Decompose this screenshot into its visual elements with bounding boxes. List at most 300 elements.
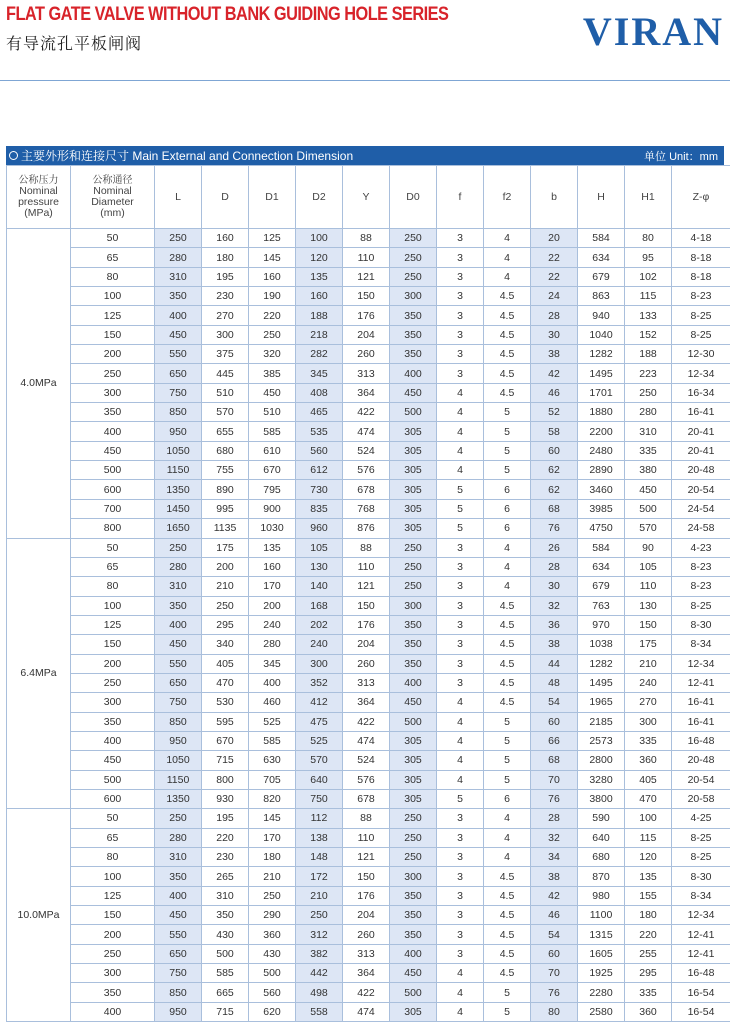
table-cell: 16-48 <box>672 731 730 750</box>
table-cell: 5 <box>484 983 531 1002</box>
table-row <box>7 596 730 615</box>
table-cell: 4-23 <box>672 538 730 557</box>
table-cell: 305 <box>390 731 437 750</box>
table-cell: 680 <box>202 441 249 460</box>
table-cell: 5 <box>484 403 531 422</box>
table-cell: 4.5 <box>484 635 531 654</box>
table-row <box>7 287 730 306</box>
table-cell: 24 <box>531 287 578 306</box>
table-cell: 465 <box>296 403 343 422</box>
table-cell: 350 <box>71 403 155 422</box>
table-cell: 180 <box>202 248 249 267</box>
table-cell: 22 <box>531 248 578 267</box>
table-cell: 3 <box>437 557 484 576</box>
table-cell: 4 <box>484 828 531 847</box>
table-cell: 800 <box>71 519 155 538</box>
table-row <box>7 499 730 518</box>
table-cell: 150 <box>343 287 390 306</box>
table-cell: 310 <box>155 577 202 596</box>
table-cell: 3 <box>437 654 484 673</box>
table-cell: 585 <box>249 731 296 750</box>
table-cell: 240 <box>296 635 343 654</box>
table-row <box>7 383 730 402</box>
table-cell: 6 <box>484 499 531 518</box>
table-cell: 960 <box>296 519 343 538</box>
table-row <box>7 731 730 750</box>
table-cell: 210 <box>249 867 296 886</box>
table-cell: 80 <box>625 229 672 248</box>
table-cell: 4.5 <box>484 964 531 983</box>
table-cell: 195 <box>202 809 249 828</box>
table-cell: 1038 <box>578 635 625 654</box>
table-cell: 584 <box>578 229 625 248</box>
table-cell: 1282 <box>578 345 625 364</box>
table-cell: 115 <box>625 287 672 306</box>
table-cell: 678 <box>343 789 390 808</box>
table-cell: 400 <box>155 886 202 905</box>
table-cell: 4 <box>484 267 531 286</box>
table-cell: 32 <box>531 828 578 847</box>
table-cell: 218 <box>296 325 343 344</box>
table-cell: 4.5 <box>484 306 531 325</box>
table-cell: 255 <box>625 944 672 963</box>
table-cell: 670 <box>249 461 296 480</box>
table-cell: 5 <box>437 480 484 499</box>
table-cell: 1050 <box>155 751 202 770</box>
table-cell: 42 <box>531 886 578 905</box>
table-cell: 475 <box>296 712 343 731</box>
table-cell: 700 <box>71 499 155 518</box>
table-cell: 1282 <box>578 654 625 673</box>
table-cell: 4.5 <box>484 867 531 886</box>
table-cell: 58 <box>531 422 578 441</box>
table-cell: 679 <box>578 267 625 286</box>
table-cell: 250 <box>625 383 672 402</box>
table-cell: 95 <box>625 248 672 267</box>
table-cell: 305 <box>390 422 437 441</box>
table-cell: 1701 <box>578 383 625 402</box>
table-cell: 500 <box>202 944 249 963</box>
table-cell: 50 <box>71 229 155 248</box>
table-cell: 470 <box>202 673 249 692</box>
table-cell: 474 <box>343 1002 390 1021</box>
table-cell: 950 <box>155 731 202 750</box>
table-cell: 525 <box>249 712 296 731</box>
table-cell: 2800 <box>578 751 625 770</box>
table-cell: 4.5 <box>484 693 531 712</box>
table-cell: 160 <box>202 229 249 248</box>
table-cell: 5 <box>437 499 484 518</box>
table-cell: 364 <box>343 964 390 983</box>
table-cell: 76 <box>531 519 578 538</box>
table-cell: 32 <box>531 596 578 615</box>
table-cell: 850 <box>155 403 202 422</box>
table-cell: 750 <box>155 964 202 983</box>
table-cell: 870 <box>578 867 625 886</box>
table-cell: 290 <box>249 906 296 925</box>
table-cell: 300 <box>625 712 672 731</box>
table-cell: 190 <box>249 287 296 306</box>
table-cell: 730 <box>296 480 343 499</box>
table-cell: 250 <box>390 229 437 248</box>
table-cell: 160 <box>296 287 343 306</box>
table-cell: 400 <box>71 731 155 750</box>
table-cell: 4 <box>437 731 484 750</box>
table-cell: 265 <box>202 867 249 886</box>
table-cell: 474 <box>343 422 390 441</box>
table-cell: 76 <box>531 789 578 808</box>
table-cell: 500 <box>390 983 437 1002</box>
table-cell: 408 <box>296 383 343 402</box>
table-cell: 1030 <box>249 519 296 538</box>
table-cell: 4 <box>437 712 484 731</box>
table-cell: 980 <box>578 886 625 905</box>
table-cell: 510 <box>202 383 249 402</box>
table-cell: 152 <box>625 325 672 344</box>
table-cell: 100 <box>625 809 672 828</box>
table-row <box>7 557 730 576</box>
table-cell: 630 <box>249 751 296 770</box>
table-cell: 585 <box>249 422 296 441</box>
table-cell: 763 <box>578 596 625 615</box>
table-cell: 1650 <box>155 519 202 538</box>
table-cell: 270 <box>202 306 249 325</box>
table-cell: 340 <box>202 635 249 654</box>
table-cell: 16-54 <box>672 1002 730 1021</box>
table-cell: 110 <box>343 557 390 576</box>
table-cell: 16-48 <box>672 964 730 983</box>
table-cell: 3985 <box>578 499 625 518</box>
table-cell: 350 <box>155 596 202 615</box>
table-cell: 364 <box>343 693 390 712</box>
table-cell: 20-41 <box>672 422 730 441</box>
table-cell: 38 <box>531 345 578 364</box>
table-cell: 3 <box>437 615 484 634</box>
table-cell: 450 <box>155 635 202 654</box>
table-cell: 4 <box>484 809 531 828</box>
table-cell: 345 <box>249 654 296 673</box>
table-cell: 175 <box>625 635 672 654</box>
header-nominal-pressure <box>7 166 71 229</box>
table-cell: 65 <box>71 828 155 847</box>
table-cell: 155 <box>625 886 672 905</box>
table-cell: 300 <box>202 325 249 344</box>
table-cell: 112 <box>296 809 343 828</box>
table-cell: 133 <box>625 306 672 325</box>
table-cell: 80 <box>71 577 155 596</box>
table-cell: 5 <box>484 770 531 789</box>
pressure-group-label: 10.0MPa <box>7 809 71 1022</box>
table-cell: 450 <box>390 693 437 712</box>
dimension-panel <box>6 146 724 1022</box>
table-cell: 350 <box>390 906 437 925</box>
table-cell: 930 <box>202 789 249 808</box>
table-cell: 250 <box>390 557 437 576</box>
table-cell: 310 <box>155 848 202 867</box>
table-cell: 160 <box>249 267 296 286</box>
table-cell: 4-25 <box>672 809 730 828</box>
table-cell: 110 <box>625 577 672 596</box>
table-cell: 612 <box>296 461 343 480</box>
table-cell: 120 <box>625 848 672 867</box>
table-cell: 5 <box>437 519 484 538</box>
table-cell: 60 <box>531 944 578 963</box>
table-cell: 450 <box>249 383 296 402</box>
table-cell: 4 <box>484 229 531 248</box>
table-cell: 535 <box>296 422 343 441</box>
table-cell: 350 <box>155 867 202 886</box>
header-col-L: L <box>155 166 202 229</box>
table-cell: 4 <box>437 422 484 441</box>
table-cell: 2185 <box>578 712 625 731</box>
table-cell: 12-41 <box>672 925 730 944</box>
table-cell: 80 <box>71 267 155 286</box>
table-cell: 350 <box>390 886 437 905</box>
table-cell: 4-18 <box>672 229 730 248</box>
table-cell: 345 <box>296 364 343 383</box>
table-cell: 3 <box>437 886 484 905</box>
table-cell: 360 <box>625 1002 672 1021</box>
table-cell: 600 <box>71 480 155 499</box>
table-cell: 110 <box>343 828 390 847</box>
table-cell: 576 <box>343 461 390 480</box>
table-cell: 3800 <box>578 789 625 808</box>
table-cell: 250 <box>202 596 249 615</box>
table-cell: 312 <box>296 925 343 944</box>
table-cell: 16-41 <box>672 693 730 712</box>
table-cell: 5 <box>484 422 531 441</box>
header-col-H1: H1 <box>625 166 672 229</box>
header-col-D: D <box>202 166 249 229</box>
table-cell: 400 <box>155 306 202 325</box>
table-cell: 121 <box>343 577 390 596</box>
table-cell: 88 <box>343 538 390 557</box>
table-cell: 750 <box>296 789 343 808</box>
table-cell: 30 <box>531 325 578 344</box>
table-cell: 1040 <box>578 325 625 344</box>
table-cell: 313 <box>343 673 390 692</box>
table-cell: 176 <box>343 886 390 905</box>
table-cell: 3 <box>437 828 484 847</box>
table-cell: 4 <box>437 1002 484 1021</box>
table-cell: 48 <box>531 673 578 692</box>
table-cell: 1495 <box>578 673 625 692</box>
table-cell: 570 <box>625 519 672 538</box>
table-cell: 450 <box>71 751 155 770</box>
table-cell: 250 <box>71 944 155 963</box>
table-cell: 335 <box>625 983 672 1002</box>
table-cell: 2280 <box>578 983 625 1002</box>
table-cell: 650 <box>155 944 202 963</box>
table-row <box>7 403 730 422</box>
table-row <box>7 577 730 596</box>
table-cell: 88 <box>343 229 390 248</box>
table-cell: 364 <box>343 383 390 402</box>
table-cell: 4.5 <box>484 925 531 944</box>
table-cell: 705 <box>249 770 296 789</box>
header-col-D2: D2 <box>296 166 343 229</box>
table-cell: 4750 <box>578 519 625 538</box>
table-cell: 3 <box>437 364 484 383</box>
table-cell: 5 <box>484 441 531 460</box>
table-cell: 4.5 <box>484 654 531 673</box>
pressure-label-cn: 公称压力 <box>18 175 59 186</box>
table-cell: 400 <box>390 944 437 963</box>
bullet-circle-icon <box>9 151 18 160</box>
table-cell: 940 <box>578 306 625 325</box>
table-cell: 240 <box>625 673 672 692</box>
table-cell: 385 <box>249 364 296 383</box>
table-cell: 445 <box>202 364 249 383</box>
table-cell: 210 <box>202 577 249 596</box>
table-cell: 4 <box>437 441 484 460</box>
table-cell: 550 <box>155 345 202 364</box>
table-cell: 16-41 <box>672 403 730 422</box>
table-cell: 450 <box>390 964 437 983</box>
table-cell: 470 <box>625 789 672 808</box>
table-cell: 62 <box>531 480 578 499</box>
table-cell: 450 <box>155 906 202 925</box>
table-cell: 3 <box>437 596 484 615</box>
table-cell: 305 <box>390 770 437 789</box>
table-cell: 115 <box>625 828 672 847</box>
page-title: FLAT GATE VALVE WITHOUT BANK GUIDING HOLE SERIES <box>6 4 449 25</box>
table-cell: 665 <box>202 983 249 1002</box>
table-cell: 1350 <box>155 480 202 499</box>
table-cell: 188 <box>296 306 343 325</box>
table-cell: 4.5 <box>484 345 531 364</box>
table-cell: 305 <box>390 441 437 460</box>
table-cell: 60 <box>531 712 578 731</box>
table-cell: 3460 <box>578 480 625 499</box>
table-cell: 305 <box>390 1002 437 1021</box>
table-row <box>7 867 730 886</box>
table-cell: 350 <box>390 345 437 364</box>
table-cell: 405 <box>202 654 249 673</box>
table-cell: 680 <box>578 848 625 867</box>
table-cell: 300 <box>71 964 155 983</box>
table-row <box>7 925 730 944</box>
table-cell: 350 <box>155 287 202 306</box>
table-row <box>7 519 730 538</box>
table-cell: 70 <box>531 964 578 983</box>
table-cell: 750 <box>155 383 202 402</box>
table-cell: 176 <box>343 615 390 634</box>
table-cell: 442 <box>296 964 343 983</box>
table-row <box>7 422 730 441</box>
table-cell: 3 <box>437 325 484 344</box>
table-cell: 4.5 <box>484 944 531 963</box>
table-cell: 4 <box>484 557 531 576</box>
table-cell: 400 <box>249 673 296 692</box>
table-cell: 995 <box>202 499 249 518</box>
pressure-group-label: 6.4MPa <box>7 538 71 809</box>
table-cell: 305 <box>390 461 437 480</box>
header-col-D1: D1 <box>249 166 296 229</box>
table-cell: 12-34 <box>672 654 730 673</box>
table-cell: 8-25 <box>672 828 730 847</box>
table-cell: 3 <box>437 944 484 963</box>
table-cell: 220 <box>625 925 672 944</box>
header-col-f2: f2 <box>484 166 531 229</box>
table-cell: 1880 <box>578 403 625 422</box>
table-cell: 678 <box>343 480 390 499</box>
table-cell: 160 <box>249 557 296 576</box>
table-cell: 320 <box>249 345 296 364</box>
table-cell: 1350 <box>155 789 202 808</box>
unit-label: 单位 Unit：mm <box>644 150 718 163</box>
table-cell: 46 <box>531 383 578 402</box>
table-cell: 150 <box>71 325 155 344</box>
table-cell: 530 <box>202 693 249 712</box>
table-cell: 352 <box>296 673 343 692</box>
table-cell: 76 <box>531 983 578 1002</box>
table-row <box>7 673 730 692</box>
table-cell: 4 <box>437 693 484 712</box>
table-cell: 8-34 <box>672 886 730 905</box>
table-cell: 400 <box>155 615 202 634</box>
table-cell: 105 <box>625 557 672 576</box>
table-cell: 66 <box>531 731 578 750</box>
header-divider <box>0 80 730 81</box>
table-cell: 138 <box>296 828 343 847</box>
table-cell: 300 <box>390 596 437 615</box>
table-cell: 670 <box>202 731 249 750</box>
table-cell: 54 <box>531 693 578 712</box>
table-cell: 310 <box>155 267 202 286</box>
table-cell: 300 <box>390 287 437 306</box>
table-cell: 1495 <box>578 364 625 383</box>
table-cell: 2580 <box>578 1002 625 1021</box>
table-cell: 135 <box>296 267 343 286</box>
table-cell: 3 <box>437 577 484 596</box>
table-cell: 250 <box>390 828 437 847</box>
table-cell: 80 <box>71 848 155 867</box>
table-cell: 250 <box>155 538 202 557</box>
dimension-table <box>6 165 730 1022</box>
table-cell: 620 <box>249 1002 296 1021</box>
table-cell: 8-18 <box>672 248 730 267</box>
table-cell: 34 <box>531 848 578 867</box>
table-cell: 655 <box>202 422 249 441</box>
table-cell: 270 <box>625 693 672 712</box>
table-cell: 5 <box>484 731 531 750</box>
table-cell: 52 <box>531 403 578 422</box>
table-cell: 500 <box>71 770 155 789</box>
table-cell: 4 <box>437 461 484 480</box>
table-cell: 3 <box>437 848 484 867</box>
table-cell: 412 <box>296 693 343 712</box>
table-row <box>7 848 730 867</box>
table-cell: 295 <box>202 615 249 634</box>
table-cell: 54 <box>531 925 578 944</box>
table-cell: 200 <box>71 654 155 673</box>
table-cell: 715 <box>202 751 249 770</box>
table-cell: 422 <box>343 712 390 731</box>
table-cell: 590 <box>578 809 625 828</box>
table-cell: 250 <box>71 364 155 383</box>
brand-logo: VIRAN <box>582 9 724 54</box>
table-cell: 20-54 <box>672 770 730 789</box>
table-row <box>7 364 730 383</box>
table-cell: 24-54 <box>672 499 730 518</box>
table-cell: 180 <box>625 906 672 925</box>
table-cell: 65 <box>71 557 155 576</box>
table-cell: 5 <box>484 1002 531 1021</box>
table-cell: 313 <box>343 364 390 383</box>
table-cell: 1450 <box>155 499 202 518</box>
table-cell: 200 <box>71 345 155 364</box>
